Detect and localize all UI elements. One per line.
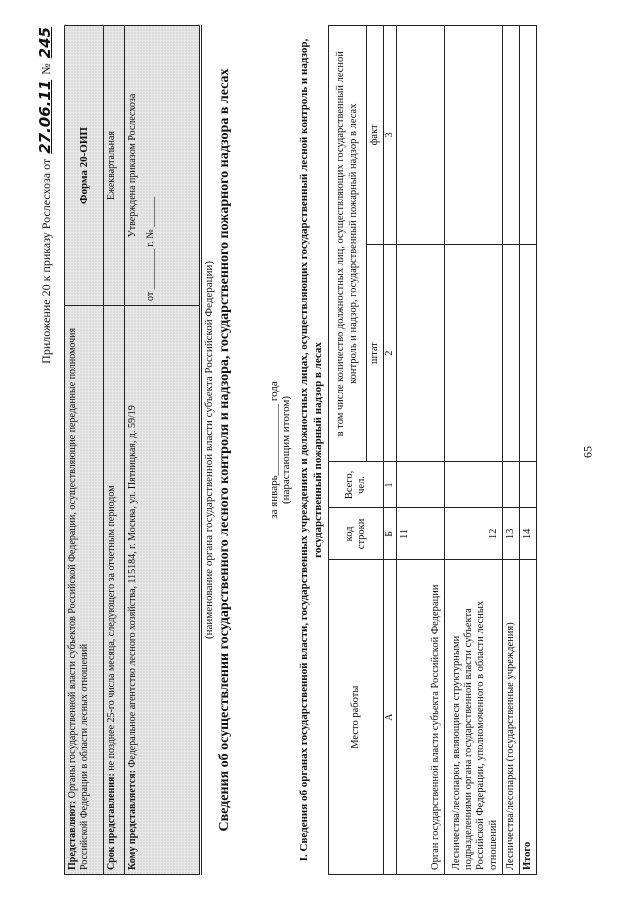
table-row xyxy=(519,26,536,875)
value-cell xyxy=(519,26,536,245)
period-line: за январь_____________ года xyxy=(268,381,280,519)
page-number: 65 xyxy=(580,446,595,458)
table-row xyxy=(396,26,444,875)
appendix-text: Приложение 20 к приказу Рослесхоза от xyxy=(39,158,53,364)
value-cell xyxy=(502,26,519,245)
form-info-box xyxy=(64,25,200,875)
col-number-1: 1 xyxy=(384,462,397,508)
report-title: Сведения об осуществлении государственного лесного контроля и надзора, государственного пожарного надзора в лесах xyxy=(217,68,232,832)
value-cell xyxy=(502,244,519,462)
col-number-3: 3 xyxy=(384,26,397,245)
deadline-text: не позднее 25-го числа месяца, следующего за отчетным периодом xyxy=(106,485,117,771)
recipient-label: Кому представляется: xyxy=(127,770,138,870)
row-name: Итого xyxy=(519,560,536,875)
submitters-label: Представляют: xyxy=(67,800,78,870)
period-note: (нарастающим итогом) xyxy=(280,396,293,505)
form-name: Форма 20-ОИП xyxy=(65,26,104,306)
form-frequency: Ежеквартальная xyxy=(104,26,125,306)
value-cell xyxy=(444,462,502,508)
row-code: 11 xyxy=(396,508,444,560)
recipient-cell xyxy=(125,306,200,875)
rotated-form xyxy=(36,25,606,875)
col-number-b: Б xyxy=(384,508,397,560)
approved-text: Утверждена приказом Рослесхоза xyxy=(127,93,138,238)
submitters-cell xyxy=(65,306,104,875)
value-cell xyxy=(519,244,536,462)
col-number-2: 2 xyxy=(384,244,397,462)
row-name: Орган государственной власти субъекта Российской Федерации xyxy=(396,560,444,875)
order-number-label: № xyxy=(39,63,53,75)
deadline-cell xyxy=(104,306,125,875)
value-cell xyxy=(396,462,444,508)
row-name: Лесничества/лесопарки (государственные учреждения) xyxy=(502,560,519,875)
table-row xyxy=(444,26,502,875)
deadline-label: Срок представления: xyxy=(106,773,117,870)
table-row xyxy=(502,26,519,875)
col-header-workplace: Место работы xyxy=(329,560,384,875)
order-number: 245 xyxy=(36,27,54,59)
row-code: 13 xyxy=(502,508,519,560)
row-code: 12 xyxy=(444,508,502,560)
recipient-text: Федеральное агентство лесного хозяйства, 115184, г. Москва, ул. Пятницкая, д. 59/19 xyxy=(127,405,138,768)
col-header-staff: штат xyxy=(367,244,384,462)
value-cell xyxy=(396,26,444,245)
appendix-header xyxy=(36,25,54,875)
col-number-a: А xyxy=(384,560,397,875)
approval-cell xyxy=(125,26,200,306)
section-title: I. Сведения об органах государственной власти, государственных учреждениях и должностных лицах, осуществляющих государственный лесной контроль и надзор, государственный пожарный надзор в лесах xyxy=(298,38,324,862)
report-period xyxy=(268,25,292,875)
officials-table xyxy=(328,25,537,875)
value-cell xyxy=(502,462,519,508)
value-cell xyxy=(519,462,536,508)
value-cell xyxy=(396,244,444,462)
order-date: 27.06.11 xyxy=(36,79,54,154)
row-name: Лесничества/лесопарки, являющиеся структурными подразделениями органа государственной власти субъекта Российской Федерации, уполномоченного в области лесных отношений xyxy=(444,560,502,875)
submitters-text: Органы государственной власти субъектов Российской Федерации, осуществляющие переданные полномочия Российской Федерации в области лесных отношений xyxy=(67,327,90,870)
value-cell xyxy=(444,26,502,245)
subject-caption: (наименование органа государственной власти субъекта Российской Федерации) xyxy=(201,25,215,875)
col-header-code: код строки xyxy=(329,508,384,560)
approved-from: от ________ г. № ______ xyxy=(144,196,156,301)
row-code: 14 xyxy=(519,508,536,560)
col-header-group: в том числе количество должностных лиц, осуществляющих государственный лесной контроль и надзор, государственный пожарный надзор в лесах xyxy=(329,26,367,462)
value-cell xyxy=(444,244,502,462)
col-header-actual: факт xyxy=(367,26,384,245)
column-numbers-row xyxy=(384,26,397,875)
col-header-total: Всего, чел. xyxy=(329,462,384,508)
